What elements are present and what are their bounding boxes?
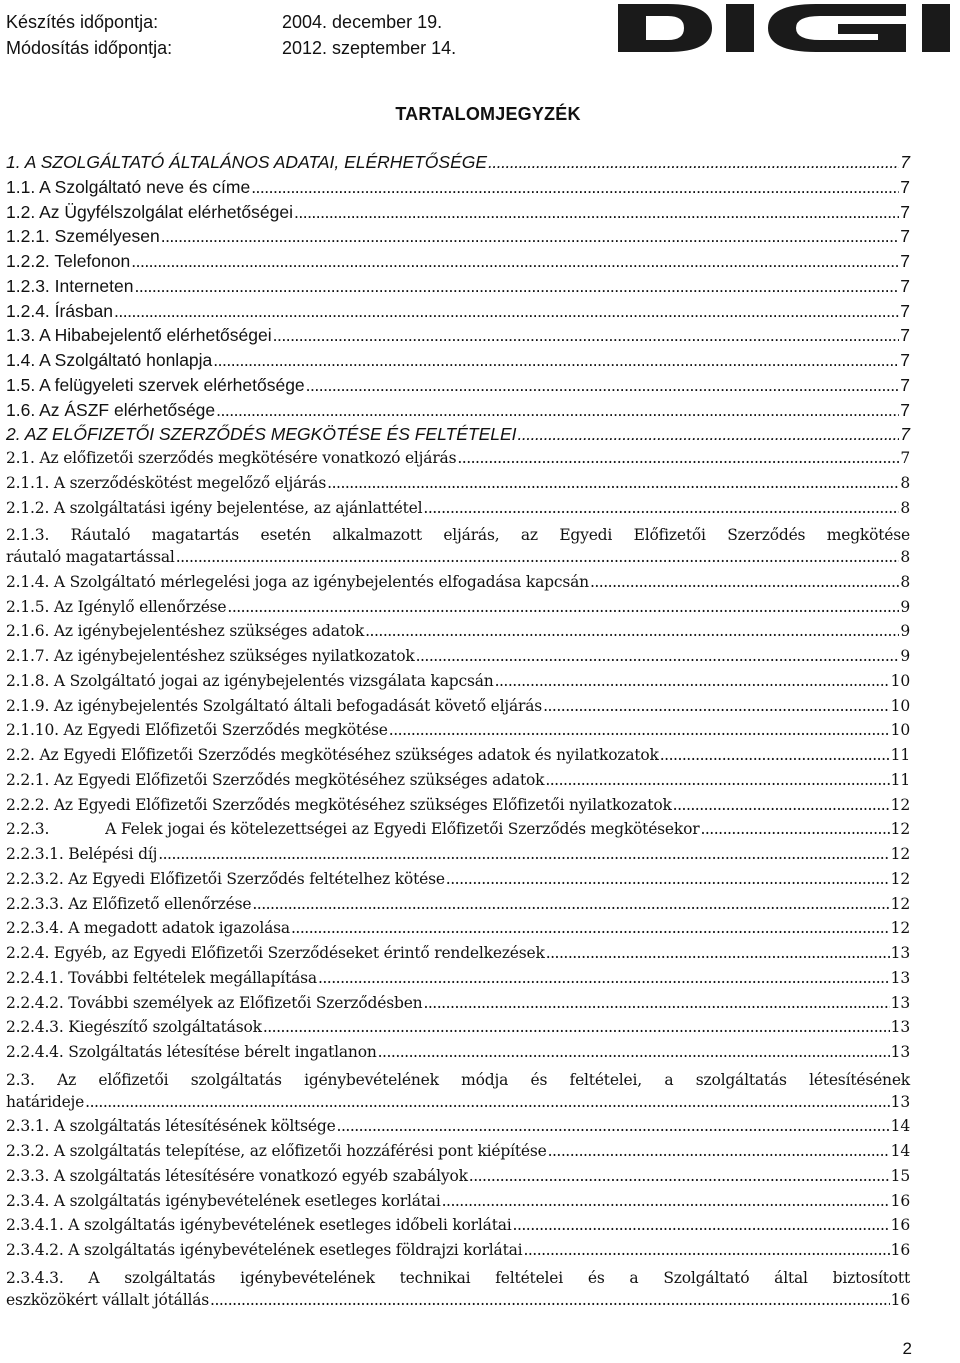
dot-leader [365, 622, 899, 640]
toc-entry-label: 1.3. A Hibabejelentő elérhetőségei [6, 325, 272, 346]
toc-entry[interactable] [6, 796, 910, 821]
toc-entry-page: 11 [890, 746, 910, 764]
toc-entry[interactable] [6, 202, 910, 227]
toc-entry-label: 1.5. A felügyeleti szervek elérhetősége [6, 374, 305, 395]
toc-entry-label: 1.2. Az Ügyfélszolgálat elérhetőségei [6, 201, 293, 222]
page-number: 2 [902, 1339, 912, 1358]
toc-entry[interactable] [6, 449, 910, 474]
toc-entry-label: 2.1.9. Az igénybejelentés Szolgáltató általi befogadását követő eljárás [6, 696, 543, 715]
dot-leader [114, 301, 899, 322]
toc-entry[interactable] [6, 771, 910, 796]
toc-entry-label: 2.2.3.2. Az Egyedi Előfizetői Szerződés feltételhez kötése [6, 869, 445, 888]
dot-leader [294, 202, 899, 223]
toc-entry-label: 2.3.4. A szolgáltatás igénybevételének esetleges korlátai [6, 1191, 441, 1210]
dot-leader [291, 919, 890, 937]
dot-leader [523, 1241, 889, 1259]
toc-entry[interactable] [6, 1167, 910, 1192]
toc-entry[interactable] [6, 400, 910, 425]
toc-entry-page: 12 [890, 845, 910, 863]
toc-entry-label-continued: határideje [6, 1092, 85, 1111]
toc-entry-page: 9 [900, 647, 910, 665]
dot-leader [210, 1291, 890, 1309]
dot-leader [318, 969, 890, 987]
toc-entry-page: 12 [890, 795, 910, 814]
dot-leader [251, 177, 899, 198]
dot-leader [442, 1192, 890, 1210]
dot-leader [378, 1043, 890, 1061]
toc-entry-label: 2.2.1. Az Egyedi Előfizetői Szerződés megkötéséhez szükséges adatok [6, 770, 545, 789]
modified-value: 2012. szeptember 14. [282, 38, 457, 58]
toc-entry-page: 12 [890, 869, 910, 888]
toc-entry-label-continued: ráutaló magatartással [6, 548, 175, 566]
toc-entry-label-continued: eszközökért vállalt jótállás [6, 1290, 210, 1309]
dot-leader [216, 400, 899, 421]
toc-entry-label: 2.3.4.3. A szolgáltatás igénybevételének technikai feltételei és a Szolgáltató által biztosított [6, 1268, 910, 1287]
toc-entry-page: 7 [900, 176, 910, 197]
toc-entry-page: 9 [900, 597, 910, 616]
dot-leader [161, 226, 900, 247]
toc-entry-title: A Felek jogai és kötelezettségei az Egyedi Előfizetői Szerződés megkötésekor [105, 820, 700, 839]
dot-leader [158, 845, 889, 863]
toc-entry-page: 13 [890, 1092, 910, 1111]
dot-leader [590, 573, 899, 591]
toc-entry-label: 2.1.1. A szerződéskötést megelőző eljárás [6, 473, 327, 492]
dot-leader [213, 350, 899, 371]
toc-entry-page: 13 [890, 1043, 910, 1061]
toc-entry-label: 2.2.3.3. Az Előfizető ellenőrzése [6, 894, 252, 913]
toc-entry-page: 12 [890, 894, 910, 913]
digi-logo [616, 2, 960, 54]
toc-entry-page: 7 [900, 275, 910, 296]
dot-leader [273, 325, 900, 346]
toc-entry-page: 7 [900, 399, 910, 420]
toc-entry[interactable] [6, 895, 910, 920]
toc-entry[interactable] [6, 177, 910, 202]
toc-entry-label: 1.6. Az ÁSZF elérhetősége [6, 399, 216, 420]
created-value: 2004. december 19. [282, 12, 443, 32]
toc-entry[interactable] [6, 474, 910, 499]
toc-entry[interactable] [6, 697, 910, 722]
toc-entry-page: 13 [890, 968, 910, 987]
toc-entry-label: 2.2. Az Egyedi Előfizetői Szerződés megkötéséhez szükséges adatok és nyilatkozatok [6, 746, 659, 764]
toc-entry[interactable] [6, 1068, 910, 1118]
dot-leader [389, 721, 890, 739]
toc-entry[interactable] [6, 276, 910, 301]
toc-entry-page: 7 [900, 152, 910, 172]
toc-entry[interactable] [6, 499, 910, 524]
dot-leader [545, 771, 889, 789]
dot-leader [546, 944, 890, 962]
toc-entry-label: 1.4. A Szolgáltató honlapja [6, 350, 213, 370]
toc-entry-page: 15 [890, 1166, 910, 1185]
toc-entry[interactable] [6, 746, 910, 771]
dot-leader [263, 1018, 890, 1036]
toc-entry-page: 16 [890, 1290, 910, 1309]
toc-entry[interactable] [6, 622, 910, 647]
toc-entry-page: 7 [900, 201, 910, 222]
dot-leader [469, 1167, 890, 1185]
toc-entry[interactable] [6, 944, 910, 969]
dot-leader [495, 672, 890, 690]
toc-entry-label: 2.3.4.1. A szolgáltatás igénybevételének esetleges időbeli korlátai [6, 1216, 512, 1235]
toc-entry[interactable] [6, 870, 910, 895]
toc-entry-page: 7 [900, 449, 910, 467]
toc-entry[interactable] [6, 523, 910, 573]
toc-entry-label: 2.1.6. Az igénybejelentéshez szükséges adatok [6, 622, 365, 641]
dot-leader [416, 647, 900, 665]
toc-entry-label: 2.2.3.4. A megadott adatok igazolása [6, 919, 290, 938]
toc-entry[interactable] [6, 1142, 910, 1167]
dot-leader [513, 1216, 890, 1234]
toc-entry-label: 2.3.1. A szolgáltatás létesítésének költsége [6, 1117, 336, 1136]
dot-leader [548, 1142, 890, 1160]
toc-entry-label: 2.1.3. Ráutaló magatartás esetén alkalmazott eljárás, az Egyedi Előfizetői Szerződés megkötése [6, 526, 910, 545]
toc-entry-page: 16 [890, 1216, 910, 1235]
toc-entry[interactable] [6, 375, 910, 400]
toc-entry-page: 12 [890, 919, 910, 938]
toc-entry-page: 11 [890, 770, 910, 789]
toc-entry-label: 2.2.4.4. Szolgáltatás létesítése bérelt ingatlanon [6, 1043, 377, 1061]
toc-entry-label: 2.1.10. Az Egyedi Előfizetői Szerződés megkötése [6, 721, 388, 740]
toc-title: TARTALOMJEGYZÉK [395, 104, 581, 124]
dot-leader [176, 548, 900, 566]
toc-entry-label: 1.2.3. Interneten [6, 275, 134, 296]
toc-entry-page: 8 [900, 473, 910, 492]
toc-entry[interactable] [6, 573, 910, 598]
toc-entry-label: 1.1. A Szolgáltató neve és címe [6, 176, 251, 197]
toc-entry[interactable] [6, 1043, 910, 1068]
toc-entry-page: 7 [900, 300, 910, 321]
toc-entry-label: 1.2.4. Írásban [6, 300, 114, 321]
toc-entry-label: 2.1.5. Az Igénylő ellenőrzése [6, 597, 227, 616]
toc-entry[interactable] [6, 1216, 910, 1241]
toc-entry-page: 8 [900, 498, 910, 517]
toc-entry-label: 2.2.4. Egyéb, az Egyedi Előfizetői Szerződéseket érintő rendelkezések [6, 944, 545, 962]
toc-entry-page: 14 [890, 1117, 910, 1136]
toc-entry-page: 7 [900, 251, 910, 271]
toc-entry-page: 10 [890, 671, 910, 690]
dot-leader [660, 746, 890, 764]
toc-entry-page: 7 [900, 226, 910, 247]
toc-entry[interactable] [6, 919, 910, 944]
toc-entry-page: 10 [890, 721, 910, 740]
toc-entry[interactable] [6, 721, 910, 746]
toc-entry-page: 8 [900, 572, 910, 591]
dot-leader [488, 152, 899, 173]
toc-entry-label: 2.1.7. Az igénybejelentéshez szükséges nyilatkozatok [6, 647, 415, 665]
toc-entry-label: 2.2.2. Az Egyedi Előfizetői Szerződés megkötéséhez szükséges Előfizetői nyilatkozatok [6, 795, 672, 814]
toc-entry[interactable] [6, 1241, 910, 1266]
toc-entry-label: 1.2.1. Személyesen [6, 226, 160, 247]
toc-entry[interactable] [6, 1192, 910, 1217]
toc-entry-label: 2.1.8. A Szolgáltató jogai az igénybejelentés vizsgálata kapcsán [6, 671, 494, 690]
toc-entry-label: 2.1.2. A szolgáltatási igény bejelentése, az ajánlattétel [6, 498, 423, 517]
toc-entry[interactable] [6, 152, 910, 177]
toc-entry-label: 2.2.3.1. Belépési díj [6, 845, 158, 863]
toc-entry-page: 14 [890, 1142, 910, 1160]
toc-entry[interactable] [6, 424, 910, 449]
dot-leader [423, 994, 889, 1012]
toc-entry[interactable] [6, 820, 910, 845]
created-label: Készítés időpontja: [6, 12, 159, 32]
toc-entry-page: 13 [890, 1018, 910, 1037]
toc-entry-page: 16 [890, 1241, 910, 1259]
toc-entry[interactable] [6, 647, 910, 672]
toc-entry-label: 2.3.3. A szolgáltatás létesítésére vonatkozó egyéb szabályok [6, 1166, 468, 1185]
dot-leader [673, 796, 890, 814]
toc-entry-page: 7 [900, 325, 910, 346]
toc-entry-number: 2.2.3. [6, 820, 50, 839]
toc-entry[interactable] [6, 301, 910, 326]
toc-entry-label: 2.2.4.3. Kiegészítő szolgáltatások [6, 1018, 262, 1037]
dot-leader [252, 895, 889, 913]
toc-entry[interactable] [6, 598, 910, 623]
toc-entry-label: 2.3.2. A szolgáltatás telepítése, az előfizetői hozzáférési pont kiépítése [6, 1142, 547, 1160]
toc-entry-page: 13 [890, 944, 910, 962]
modified-label: Módosítás időpontja: [6, 38, 173, 58]
toc-entry-page: 7 [900, 424, 910, 445]
dot-leader [700, 820, 889, 838]
toc-entry[interactable] [6, 969, 910, 994]
dot-leader [518, 424, 900, 445]
toc-entry-page: 10 [890, 696, 910, 715]
toc-entry[interactable] [6, 994, 910, 1019]
toc-entry[interactable] [6, 325, 910, 350]
toc-entry[interactable] [6, 350, 910, 375]
toc-entry[interactable] [6, 226, 910, 251]
toc-entry[interactable] [6, 1266, 910, 1316]
toc-entry-label: 2.1. Az előfizetői szerződés megkötésére vonatkozó eljárás [6, 449, 457, 467]
dot-leader [134, 276, 899, 297]
dot-leader [306, 375, 900, 396]
toc-entry-label: 1. A SZOLGÁLTATÓ ÁLTALÁNOS ADATAI, ELÉRHETŐSÉGE [6, 152, 488, 172]
table-of-contents [6, 152, 910, 1315]
dot-leader [337, 1117, 890, 1135]
dot-leader [327, 474, 899, 492]
dot-leader [423, 499, 899, 517]
dot-leader [131, 251, 899, 272]
toc-entry-label: 2.2.4.1. További feltételek megállapítása [6, 968, 317, 987]
toc-entry-label: 2.1.4. A Szolgáltató mérlegelési joga az igénybejelentés elfogadása kapcsán [6, 572, 589, 591]
dot-leader [457, 449, 899, 467]
toc-entry-label [6, 820, 699, 838]
toc-entry[interactable] [6, 1018, 910, 1043]
dot-leader [227, 598, 899, 616]
toc-entry-label: 2.3.4.2. A szolgáltatás igénybevételének esetleges földrajzi korlátai [6, 1241, 523, 1259]
dot-leader [85, 1093, 890, 1111]
toc-entry-page: 8 [900, 548, 910, 566]
toc-entry-page: 12 [890, 820, 910, 839]
toc-entry[interactable] [6, 251, 910, 276]
toc-entry-label: 2. AZ ELŐFIZETŐI SZERZŐDÉS MEGKÖTÉSE ÉS FELTÉTELEI [6, 424, 517, 445]
toc-entry-page: 13 [890, 993, 910, 1012]
toc-entry-label: 2.2.4.2. További személyek az Előfizetői Szerződésben [6, 993, 423, 1012]
toc-entry-page: 7 [900, 350, 910, 370]
toc-entry-page: 16 [890, 1191, 910, 1210]
dot-leader [543, 697, 890, 715]
toc-entry-page: 9 [900, 622, 910, 641]
toc-entry[interactable] [6, 845, 910, 870]
toc-entry-label: 1.2.2. Telefonon [6, 251, 131, 271]
toc-entry[interactable] [6, 672, 910, 697]
dot-leader [446, 870, 890, 888]
toc-entry[interactable] [6, 1117, 910, 1142]
toc-entry-page: 7 [900, 374, 910, 395]
toc-entry-label: 2.3. Az előfizetői szolgáltatás igénybevételének módja és feltételei, a szolgáltatás létesítésének [6, 1070, 910, 1089]
